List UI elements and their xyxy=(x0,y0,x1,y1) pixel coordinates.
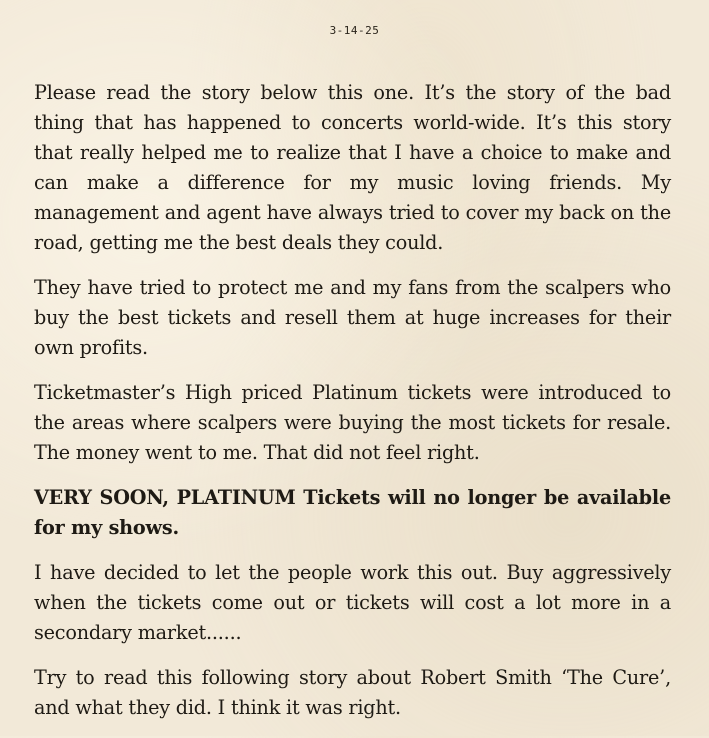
paragraph-closing: Try to read this following story about Robert Smith ‘The Cure’, and what they did. I think it was right. xyxy=(34,666,671,719)
paragraph-scalpers: They have tried to protect me and my fans from the scalpers who buy the best tickets and resell them at huge increases for their own profits. xyxy=(34,276,671,359)
paragraph-intro: Please read the story below this one. It’s the story of the bad thing that has happened to concerts world-wide. It’s this story that really helped me to realize that I have a choice to make and can make a difference for my music loving friends. My management and agent have always tried to cover my back on the road, getting me the best deals they could. xyxy=(34,81,671,254)
post-date: 3-14-25 xyxy=(329,24,380,37)
paragraph-announcement: VERY SOON, PLATINUM Tickets will no longer be available for my shows. xyxy=(34,486,671,539)
paragraph-platinum: Ticketmaster’s High priced Platinum tickets were introduced to the areas where scalpers were buying the most tickets for resale. The money went to me. That did not feel right. xyxy=(34,381,671,464)
post-body xyxy=(34,78,671,738)
paragraph-decision: I have decided to let the people work this out. Buy aggressively when the tickets come out or tickets will cost a lot more in a secondary market...... xyxy=(34,561,671,644)
